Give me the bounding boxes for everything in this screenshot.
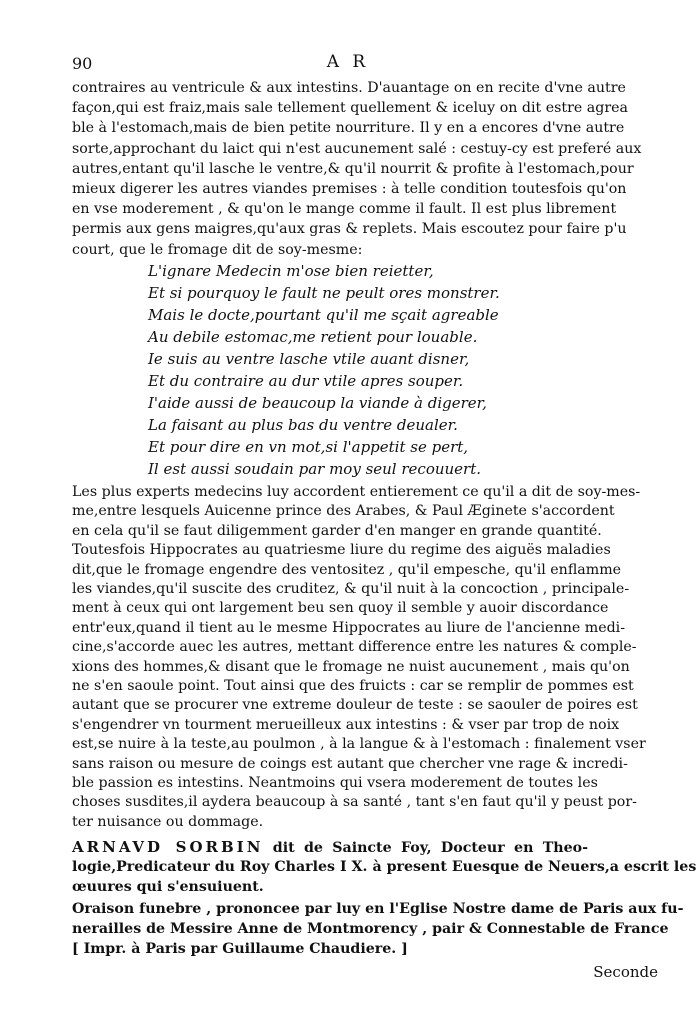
verse-line: Il est aussi soudain par moy seul recouuert.: [148, 460, 482, 478]
text-line: ne s'en saoule point. Tout ainsi que des fruicts : car se remplir de pommes est: [72, 678, 634, 694]
verse-line: L'ignare Medecin m'ose bien reietter,: [148, 262, 434, 280]
text-line: xions des hommes,& disant que le fromage ne nuist aucunement , mais qu'on: [72, 658, 630, 675]
verse-line: Et du contraire au dur vtile apres souper.: [148, 372, 464, 390]
text-line: ble passion es intestins. Neantmoins qui vsera moderement de toutes les: [72, 775, 598, 791]
text-line: en cela qu'il se faut diligemment garder d'en manger en grande quantité.: [72, 522, 602, 539]
text-line: les viandes,qu'il suscite des cruditez, & qu'il nuit à la concoction , principale-: [72, 581, 630, 597]
catchword: Seconde: [593, 963, 658, 982]
author-name: ARNAVD SORBIN: [72, 838, 264, 857]
running-title: A R: [326, 52, 370, 72]
text-line: court, que le fromage dit de soy-mesme:: [72, 241, 363, 258]
text-line: façon,qui est fraiz,mais sale tellement quellement & iceluy on dit estre agrea: [72, 100, 628, 117]
text-line: est,se nuire à la teste,au poulmon , à la langue & à l'estomach : finalement vser: [72, 736, 646, 753]
text-line: dit,que le fromage engendre des ventositez , qu'il empesche, qu'il enflamme: [72, 561, 622, 578]
author-entry-line: logie,Predicateur du Roy Charles I X. à present Euesque de Neuers,a escrit les: [72, 859, 696, 876]
work-entry-line: nerailles de Messire Anne de Montmorency , pair & Connestable de France: [72, 921, 669, 938]
text-line: s'engendrer vn tourment merueilleux aux intestins : & vser par trop de noix: [72, 716, 620, 733]
author-title: dit de Saincte Foy, Docteur en Theo-: [263, 840, 588, 857]
verse-line: Ie suis au ventre lasche vtile auant disner,: [148, 350, 470, 368]
text-line: cine,s'accorde auec les autres, mettant difference entre les natures & comple-: [72, 639, 637, 656]
text-line: sorte,approchant du laict qui n'est aucunement salé : cestuy-cy est preferé aux: [72, 140, 642, 157]
text-line: Les plus experts medecins luy accordent entierement ce qu'il a dit de soy-mes-: [72, 484, 641, 500]
text-line: choses susdites,il aydera beaucoup à sa santé , tant s'en faut qu'il y peust por-: [72, 794, 637, 811]
verse-line: La faisant au plus bas du ventre deualer.: [148, 416, 458, 434]
text-line: en vse moderement , & qu'on le mange comme il fault. Il est plus librement: [72, 201, 617, 218]
author-entry-line: [72, 837, 588, 857]
page-number: 90: [72, 54, 93, 73]
verse-line: Mais le docte,pourtant qu'il me sçait agreable: [148, 306, 499, 324]
text-line: autres,entant qu'il lasche le ventre,& qu'il nourrit & profite à l'estomach,pour: [72, 160, 634, 177]
text-line: ble à l'estomach,mais de bien petite nourriture. Il y en a encores d'vne autre: [72, 120, 625, 137]
text-line: mieux digerer les autres viandes premises : à telle condition toutesfois qu'on: [72, 181, 627, 197]
page-header: [72, 52, 624, 76]
verse-line: Et pour dire en vn mot,si l'appetit se pert,: [148, 438, 469, 456]
text-line: me,entre lesquels Auicenne prince des Arabes, & Paul Æginete s'accordent: [72, 503, 615, 520]
text-line: sans raison ou mesure de coings est autant que chercher vne rage & incredi-: [72, 755, 628, 772]
text-line: autant que se procurer vne extreme douleur de teste : se saouler de poires est: [72, 697, 638, 714]
text-line: contraires au ventricule & aux intestins. D'auantage on en recite d'vne autre: [72, 80, 626, 96]
text-line: entr'eux,quand il tient au le mesme Hippocrates au liure de l'ancienne medi-: [72, 619, 626, 636]
verse-line: Au debile estomac,me retient pour louable.: [148, 328, 478, 346]
text-line: ter nuisance ou dommage.: [72, 813, 264, 830]
text-line: ment à ceux qui ont largement beu sen quoy il semble y auoir discordance: [72, 600, 609, 617]
work-entry-line: [ Impr. à Paris par Guillaume Chaudiere. ]: [72, 941, 408, 958]
verse-line: Et si pourquoy le fault ne peult ores monstrer.: [148, 284, 500, 302]
text-line: Toutesfois Hippocrates au quatriesme liure du regime des aiguës maladies: [72, 542, 611, 559]
work-entry-line: Oraison funebre , prononcee par luy en l'Eglise Nostre dame de Paris aux fu-: [72, 901, 684, 918]
verse-line: I'aide aussi de beaucoup la viande à digerer,: [148, 394, 487, 412]
author-entry-line: œuures qui s'ensuiuent.: [72, 879, 264, 896]
text-line: permis aux gens maigres,qu'aux gras & replets. Mais escoutez pour faire p'u: [72, 221, 627, 238]
